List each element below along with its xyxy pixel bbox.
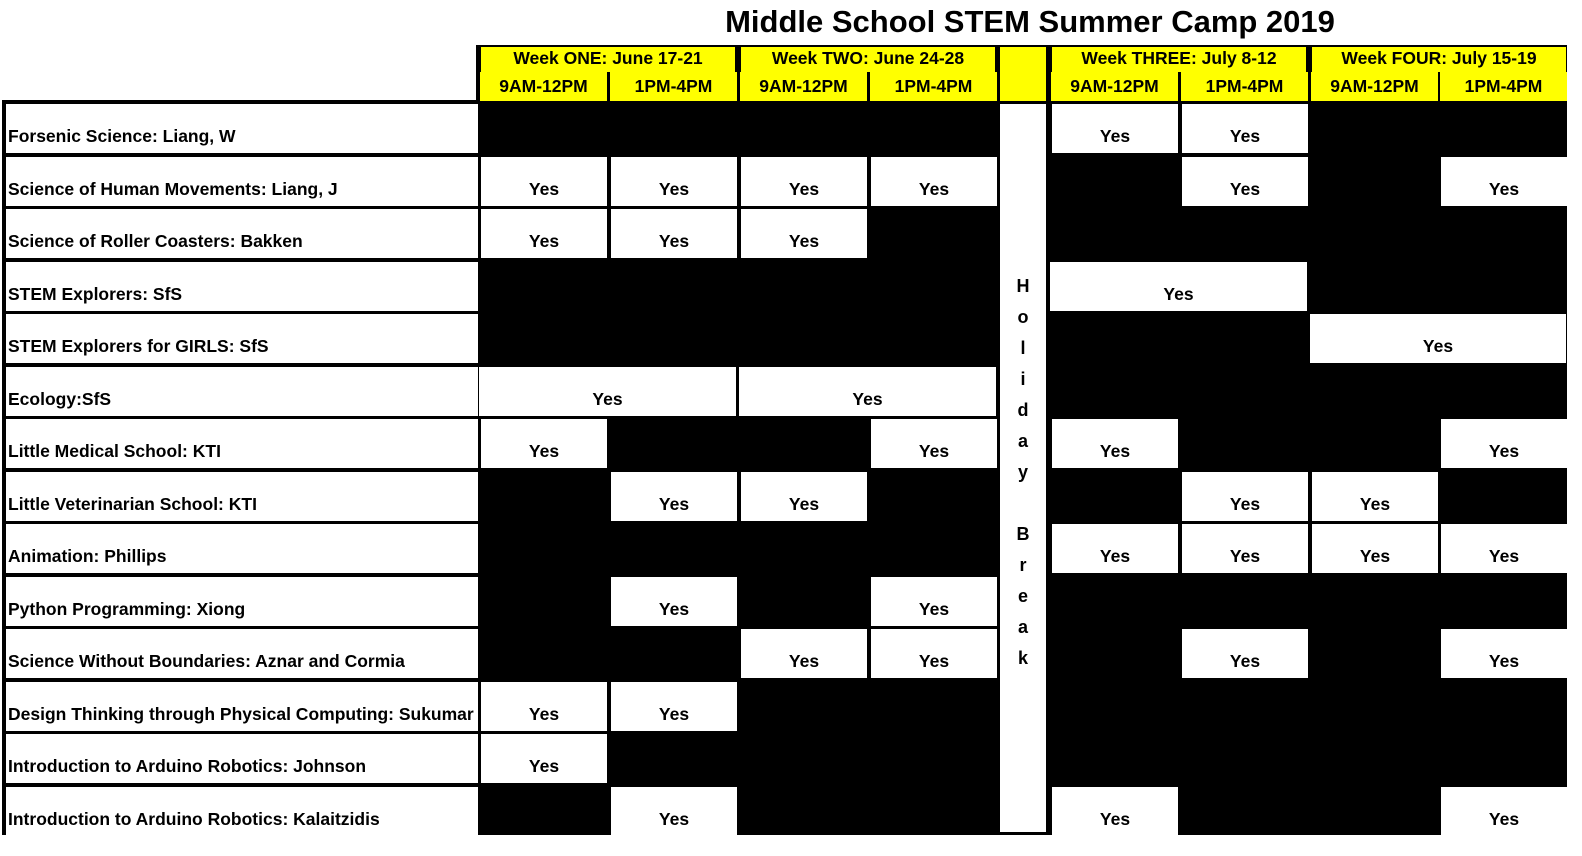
schedule-cell-yes: Yes bbox=[611, 209, 737, 258]
course-label: Introduction to Arduino Robotics: Kalaitzidis bbox=[6, 787, 478, 836]
schedule-cell-yes: Yes bbox=[871, 419, 997, 468]
holiday-break-letter: l bbox=[1020, 338, 1026, 358]
time-slot-header: 1PM-4PM bbox=[870, 72, 997, 101]
schedule-cell-yes: Yes bbox=[1441, 524, 1567, 573]
schedule-cell-yes: Yes bbox=[1441, 787, 1567, 836]
week-header-2: Week TWO: June 24-28 bbox=[741, 47, 995, 72]
time-slot-header: 9AM-12PM bbox=[740, 72, 867, 101]
schedule-cell-yes: Yes bbox=[741, 209, 867, 258]
course-label: Animation: Phillips bbox=[6, 524, 478, 573]
week-header-3: Week THREE: July 8-12 bbox=[1052, 47, 1306, 72]
schedule-cell-yes: Yes bbox=[741, 157, 867, 206]
holiday-break-letter: i bbox=[1020, 369, 1026, 389]
week-header-4: Week FOUR: July 15-19 bbox=[1312, 47, 1566, 72]
course-label: Science Without Boundaries: Aznar and Cormia bbox=[6, 629, 478, 678]
schedule-cell-yes: Yes bbox=[1052, 419, 1178, 468]
schedule-cell-yes-merged: Yes bbox=[479, 367, 736, 416]
time-slot-header: 9AM-12PM bbox=[1311, 72, 1438, 101]
schedule-cell-yes: Yes bbox=[1441, 419, 1567, 468]
holiday-break-letter: k bbox=[1017, 648, 1028, 668]
schedule-cell-yes-merged: Yes bbox=[1310, 314, 1566, 363]
schedule-cell-yes: Yes bbox=[611, 577, 737, 626]
schedule-cell-yes: Yes bbox=[481, 682, 607, 731]
page-title: Middle School STEM Summer Camp 2019 bbox=[725, 4, 1335, 39]
week-header-1: Week ONE: June 17-21 bbox=[481, 47, 735, 72]
holiday-break-letter: d bbox=[1017, 400, 1029, 420]
holiday-break-letter: e bbox=[1017, 586, 1028, 606]
course-label: Little Veterinarian School: KTI bbox=[6, 472, 478, 521]
schedule-cell-yes: Yes bbox=[871, 157, 997, 206]
schedule-cell-yes: Yes bbox=[481, 734, 607, 783]
holiday-break-letter: H bbox=[1016, 276, 1030, 296]
schedule-cell-yes: Yes bbox=[481, 419, 607, 468]
schedule-cell-yes: Yes bbox=[1312, 524, 1438, 573]
holiday-break-column bbox=[1000, 104, 1046, 832]
schedule-cell-yes: Yes bbox=[481, 209, 607, 258]
holiday-break-letter: a bbox=[1017, 617, 1028, 637]
course-label: Introduction to Arduino Robotics: Johnson bbox=[6, 734, 478, 783]
holiday-break-letter: o bbox=[1017, 307, 1029, 327]
schedule-cell-yes: Yes bbox=[1182, 629, 1308, 678]
course-label: Ecology:SfS bbox=[6, 367, 478, 416]
schedule-cell-yes: Yes bbox=[611, 682, 737, 731]
course-label: STEM Explorers: SfS bbox=[6, 262, 478, 311]
schedule-cell-yes: Yes bbox=[871, 577, 997, 626]
schedule-cell-yes: Yes bbox=[1312, 472, 1438, 521]
schedule-cell-yes: Yes bbox=[1052, 524, 1178, 573]
schedule-cell-yes: Yes bbox=[1052, 104, 1178, 153]
schedule-cell-yes: Yes bbox=[1182, 104, 1308, 153]
schedule-cell-yes: Yes bbox=[1052, 787, 1178, 836]
course-label: Forsenic Science: Liang, W bbox=[6, 104, 478, 153]
holiday-break-letter: a bbox=[1017, 431, 1028, 451]
course-label: STEM Explorers for GIRLS: SfS bbox=[6, 314, 478, 363]
holiday-header-gap bbox=[1000, 47, 1046, 101]
schedule-cell-yes: Yes bbox=[481, 157, 607, 206]
schedule-cell-yes: Yes bbox=[741, 629, 867, 678]
time-slot-header: 1PM-4PM bbox=[1181, 72, 1308, 101]
holiday-break-letter: y bbox=[1017, 462, 1028, 482]
holiday-break-letter: B bbox=[1016, 524, 1030, 544]
schedule-cell-yes: Yes bbox=[611, 157, 737, 206]
schedule-cell-yes: Yes bbox=[611, 472, 737, 521]
time-slot-header: 9AM-12PM bbox=[1051, 72, 1178, 101]
schedule-cell-yes: Yes bbox=[611, 787, 737, 836]
schedule-cell-yes-merged: Yes bbox=[739, 367, 996, 416]
schedule-cell-yes-merged: Yes bbox=[1050, 262, 1307, 311]
time-slot-header: 9AM-12PM bbox=[480, 72, 607, 101]
course-label: Science of Human Movements: Liang, J bbox=[6, 157, 478, 206]
holiday-break-letter: r bbox=[1019, 555, 1027, 575]
course-label: Design Thinking through Physical Computing: Sukumar bbox=[6, 682, 478, 731]
schedule-cell-yes: Yes bbox=[1182, 524, 1308, 573]
time-slot-header: 1PM-4PM bbox=[610, 72, 737, 101]
course-label: Python Programming: Xiong bbox=[6, 577, 478, 626]
schedule-cell-yes: Yes bbox=[1182, 472, 1308, 521]
schedule-cell-yes: Yes bbox=[1441, 157, 1567, 206]
course-label: Little Medical School: KTI bbox=[6, 419, 478, 468]
schedule-cell-yes: Yes bbox=[1182, 157, 1308, 206]
schedule-cell-yes: Yes bbox=[741, 472, 867, 521]
schedule-cell-yes: Yes bbox=[1441, 629, 1567, 678]
course-label: Science of Roller Coasters: Bakken bbox=[6, 209, 478, 258]
schedule-cell-yes: Yes bbox=[871, 629, 997, 678]
time-slot-header: 1PM-4PM bbox=[1440, 72, 1567, 101]
